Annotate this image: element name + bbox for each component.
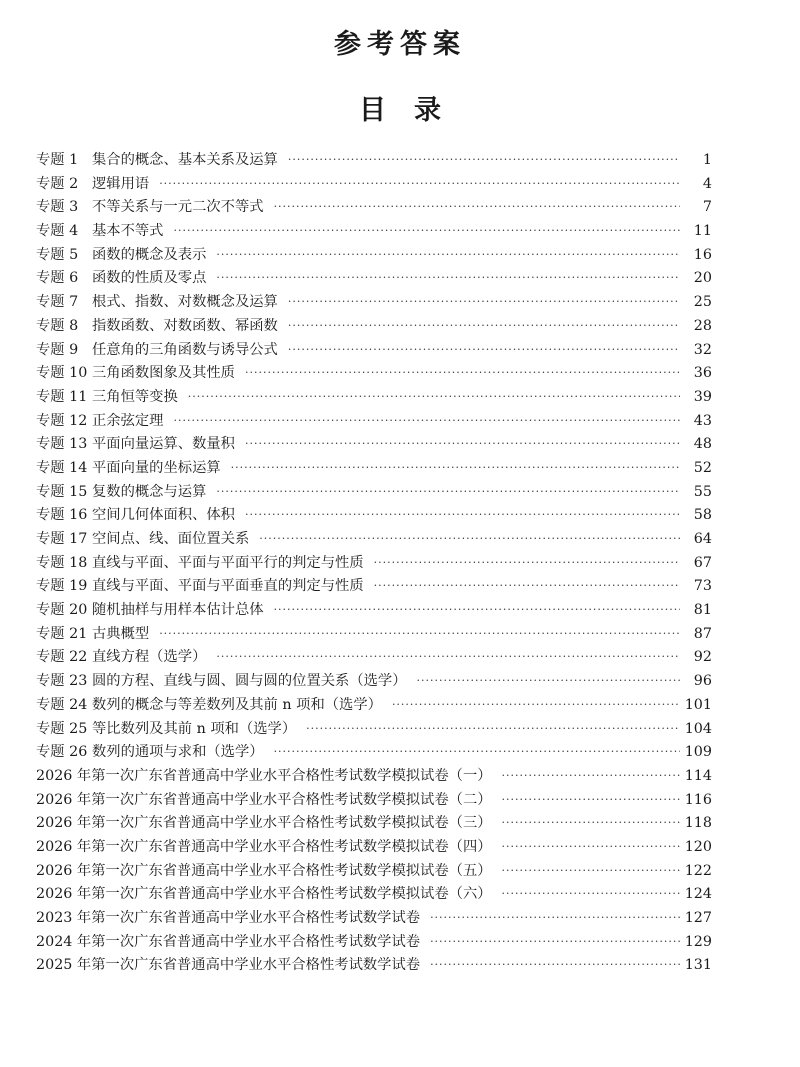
toc-entry-title: 数列的概念与等差数列及其前 n 项和（选学） bbox=[92, 696, 382, 713]
toc-leader-dots bbox=[502, 764, 680, 788]
toc-entry-page-number: 7 bbox=[702, 199, 712, 216]
toc-entry[interactable] bbox=[36, 504, 712, 528]
toc-entry[interactable] bbox=[36, 433, 712, 457]
toc-entry[interactable] bbox=[36, 812, 712, 836]
toc-entry-page-number: 104 bbox=[684, 720, 712, 737]
toc-entry[interactable] bbox=[36, 623, 712, 647]
toc-entry-label: 专题 25 bbox=[36, 720, 88, 737]
toc-entry-title: 直线方程（选学） bbox=[92, 649, 207, 666]
toc-entry-page-number: 58 bbox=[693, 507, 712, 524]
toc-entry-title: 圆的方程、直线与圆、圆与圆的位置关系（选学） bbox=[92, 673, 407, 690]
toc-entry-page-number: 39 bbox=[693, 388, 712, 405]
toc-entry[interactable] bbox=[36, 481, 712, 505]
toc-entry[interactable] bbox=[36, 339, 712, 363]
toc-entry[interactable] bbox=[36, 173, 712, 197]
toc-entry-title: 2026 年第一次广东省普通高中学业水平合格性考试数学模拟试卷（五） bbox=[36, 862, 492, 879]
toc-entry-page-number: 120 bbox=[684, 838, 712, 855]
toc-entry-title: 2026 年第一次广东省普通高中学业水平合格性考试数学模拟试卷（四） bbox=[36, 838, 492, 855]
toc-leader-dots bbox=[173, 409, 680, 433]
toc-entry-label: 专题 6 bbox=[36, 270, 79, 287]
toc-entry[interactable] bbox=[36, 765, 712, 789]
toc-leader-dots bbox=[216, 243, 680, 267]
toc-leader-dots bbox=[245, 361, 680, 385]
toc-entry-label: 专题 12 bbox=[36, 412, 88, 429]
toc-entry-title: 集合的概念、基本关系及运算 bbox=[92, 152, 278, 168]
toc-entry-label: 专题 7 bbox=[36, 294, 79, 311]
toc-entry[interactable] bbox=[36, 836, 712, 860]
toc-entry-title: 函数的性质及零点 bbox=[92, 270, 207, 287]
toc-entry-page-number: 122 bbox=[684, 862, 712, 879]
toc-entry-label: 专题 20 bbox=[36, 602, 88, 619]
toc-entry-label: 专题 22 bbox=[36, 649, 88, 666]
toc-entry[interactable] bbox=[36, 954, 712, 978]
toc-leader-dots bbox=[259, 527, 680, 551]
toc-leader-dots bbox=[274, 195, 680, 219]
toc-leader-dots bbox=[502, 882, 680, 906]
toc-entry[interactable] bbox=[36, 410, 712, 434]
toc-entry[interactable] bbox=[36, 694, 712, 718]
toc-entry-label: 专题 11 bbox=[36, 388, 88, 405]
toc-entry-title: 随机抽样与用样本估计总体 bbox=[92, 602, 264, 619]
toc-entry-title: 2025 年第一次广东省普通高中学业水平合格性考试数学试卷 bbox=[36, 957, 421, 974]
toc-entry-page-number: 64 bbox=[693, 531, 712, 547]
toc-entry-title: 平面向量的坐标运算 bbox=[92, 459, 221, 476]
toc-entry[interactable] bbox=[36, 931, 712, 955]
toc-entry-label: 专题 16 bbox=[36, 507, 88, 524]
toc-leader-dots bbox=[288, 314, 680, 338]
toc-entry[interactable] bbox=[36, 883, 712, 907]
toc-leader-dots bbox=[216, 266, 680, 290]
toc-entry[interactable] bbox=[36, 291, 712, 315]
toc-entry-title: 逻辑用语 bbox=[92, 175, 150, 192]
toc-leader-dots bbox=[188, 385, 680, 409]
toc-entry-title: 数列的通项与求和（选学） bbox=[92, 744, 264, 761]
toc-leader-dots bbox=[392, 693, 680, 717]
toc-entry-title: 平面向量运算、数量积 bbox=[92, 436, 235, 453]
toc-entry-title: 2023 年第一次广东省普通高中学业水平合格性考试数学试卷 bbox=[36, 910, 421, 926]
toc-entry-page-number: 67 bbox=[693, 554, 712, 571]
toc-entry[interactable] bbox=[36, 267, 712, 291]
toc-entry[interactable] bbox=[36, 575, 712, 599]
toc-entry-page-number: 16 bbox=[693, 246, 712, 263]
toc-entry-page-number: 52 bbox=[693, 459, 712, 476]
toc-entry-page-number: 118 bbox=[684, 815, 712, 832]
toc-entry-page-number: 36 bbox=[693, 365, 712, 382]
toc-entry[interactable] bbox=[36, 528, 712, 552]
toc-entry-label: 专题 26 bbox=[36, 744, 88, 761]
page-title: 参考答案 bbox=[334, 29, 466, 60]
toc-entry-page-number: 127 bbox=[684, 910, 712, 926]
toc-leader-dots bbox=[430, 906, 680, 930]
toc-leader-dots bbox=[274, 598, 680, 622]
toc-entry[interactable] bbox=[36, 741, 712, 765]
toc-entry[interactable] bbox=[36, 220, 712, 244]
toc-entry-page-number: 131 bbox=[684, 957, 712, 974]
toc-entry-title: 根式、指数、对数概念及运算 bbox=[92, 294, 278, 311]
toc-entry-title: 空间点、线、面位置关系 bbox=[92, 531, 250, 547]
toc-leader-dots bbox=[245, 432, 680, 456]
toc-entry-page-number: 73 bbox=[693, 578, 712, 595]
toc-entry-page-number: 114 bbox=[684, 767, 712, 784]
toc-entry-title: 2026 年第一次广东省普通高中学业水平合格性考试数学模拟试卷（一） bbox=[36, 767, 492, 784]
toc-entry-label: 专题 18 bbox=[36, 554, 88, 571]
toc-entry-title: 不等关系与一元二次不等式 bbox=[92, 199, 264, 216]
toc-entry-title: 复数的概念与运算 bbox=[92, 483, 207, 500]
toc-entry-page-number: 81 bbox=[693, 602, 712, 619]
toc-leader-dots bbox=[502, 811, 680, 835]
toc-entry-page-number: 25 bbox=[693, 294, 712, 311]
toc-entry-title: 函数的概念及表示 bbox=[92, 246, 207, 263]
toc-entry[interactable] bbox=[36, 599, 712, 623]
toc-entry-title: 三角恒等变换 bbox=[92, 388, 178, 405]
toc-entry-title: 直线与平面、平面与平面平行的判定与性质 bbox=[92, 554, 364, 571]
toc-leader-dots bbox=[374, 551, 680, 575]
toc-entry[interactable] bbox=[36, 386, 712, 410]
toc-entry-page-number: 124 bbox=[684, 886, 712, 903]
toc-leader-dots bbox=[288, 290, 680, 314]
toc-entry-label: 专题 9 bbox=[36, 341, 79, 358]
toc-entry[interactable] bbox=[36, 196, 712, 220]
toc-entry-label: 专题 21 bbox=[36, 625, 88, 642]
toc-entry[interactable] bbox=[36, 670, 712, 694]
toc-entry-title: 古典概型 bbox=[92, 625, 150, 642]
toc-leader-dots bbox=[502, 835, 680, 859]
toc-entry-page-number: 55 bbox=[693, 483, 712, 500]
toc-leader-dots bbox=[502, 859, 680, 883]
toc-entry-label: 专题 14 bbox=[36, 459, 88, 476]
toc-entry-label: 专题 15 bbox=[36, 483, 88, 500]
toc-entry-label: 专题 19 bbox=[36, 578, 88, 595]
toc-entry-page-number: 4 bbox=[702, 175, 712, 192]
toc-entry[interactable] bbox=[36, 362, 712, 386]
toc-entry[interactable] bbox=[36, 457, 712, 481]
toc-leader-dots bbox=[288, 338, 680, 362]
toc-entry[interactable] bbox=[36, 718, 712, 742]
toc-entry-title: 2024 年第一次广东省普通高中学业水平合格性考试数学试卷 bbox=[36, 933, 421, 950]
toc-leader-dots bbox=[502, 788, 680, 812]
toc-entry-page-number: 11 bbox=[693, 223, 712, 240]
toc-entry-page-number: 109 bbox=[684, 744, 712, 761]
toc-leader-dots bbox=[245, 503, 680, 527]
toc-entry-page-number: 28 bbox=[693, 317, 712, 334]
toc-leader-dots bbox=[231, 456, 680, 480]
toc-leader-dots bbox=[274, 740, 680, 764]
toc-leader-dots bbox=[430, 930, 680, 954]
toc-entry-title: 任意角的三角函数与诱导公式 bbox=[92, 341, 278, 358]
toc-leader-dots bbox=[374, 574, 680, 598]
toc-entry[interactable] bbox=[36, 789, 712, 813]
toc-leader-dots bbox=[216, 645, 680, 669]
toc-entry[interactable] bbox=[36, 646, 712, 670]
toc-entry-page-number: 129 bbox=[684, 933, 712, 950]
toc-entry-label: 专题 24 bbox=[36, 696, 88, 713]
toc-leader-dots bbox=[173, 219, 680, 243]
toc-entry[interactable] bbox=[36, 315, 712, 339]
toc-entry-page-number: 96 bbox=[693, 673, 712, 690]
toc-entry-label: 专题 3 bbox=[36, 199, 79, 216]
toc-entry-page-number: 116 bbox=[684, 791, 712, 808]
toc-entry-page-number: 87 bbox=[693, 625, 712, 642]
toc-leader-dots bbox=[216, 480, 680, 504]
table-of-contents bbox=[36, 149, 712, 978]
toc-leader-dots bbox=[159, 622, 680, 646]
toc-entry-page-number: 101 bbox=[684, 696, 712, 713]
toc-entry-label: 专题 4 bbox=[36, 223, 79, 240]
toc-entry-label: 专题 13 bbox=[36, 436, 88, 453]
toc-entry-title: 2026 年第一次广东省普通高中学业水平合格性考试数学模拟试卷（六） bbox=[36, 886, 492, 903]
toc-entry-page-number: 92 bbox=[693, 649, 712, 666]
toc-entry-page-number: 20 bbox=[693, 270, 712, 287]
toc-entry[interactable] bbox=[36, 244, 712, 268]
toc-entry[interactable] bbox=[36, 149, 712, 173]
toc-leader-dots bbox=[159, 172, 680, 196]
toc-leader-dots bbox=[417, 669, 680, 693]
toc-entry[interactable] bbox=[36, 907, 712, 931]
toc-leader-dots bbox=[306, 717, 680, 741]
toc-entry-label: 专题 10 bbox=[36, 365, 88, 382]
toc-entry-page-number: 32 bbox=[693, 341, 712, 358]
toc-entry-title: 指数函数、对数函数、幂函数 bbox=[92, 317, 278, 334]
toc-entry-page-number: 43 bbox=[693, 412, 712, 429]
toc-entry-label: 专题 23 bbox=[36, 673, 88, 690]
toc-entry[interactable] bbox=[36, 552, 712, 576]
toc-leader-dots bbox=[430, 953, 680, 977]
toc-entry-label: 专题 1 bbox=[36, 152, 79, 168]
toc-entry-label: 专题 17 bbox=[36, 531, 88, 547]
toc-entry-label: 专题 5 bbox=[36, 246, 79, 263]
toc-heading: 目录 bbox=[359, 95, 469, 126]
toc-entry-title: 2026 年第一次广东省普通高中学业水平合格性考试数学模拟试卷（三） bbox=[36, 815, 492, 832]
toc-entry-title: 2026 年第一次广东省普通高中学业水平合格性考试数学模拟试卷（二） bbox=[36, 791, 492, 808]
toc-entry-page-number: 48 bbox=[693, 436, 712, 453]
toc-leader-dots bbox=[288, 148, 680, 172]
toc-entry-title: 空间几何体面积、体积 bbox=[92, 507, 235, 524]
toc-entry-label: 专题 2 bbox=[36, 175, 79, 192]
toc-entry-label: 专题 8 bbox=[36, 317, 79, 334]
toc-entry-title: 三角函数图象及其性质 bbox=[92, 365, 235, 382]
toc-entry-title: 基本不等式 bbox=[92, 223, 164, 240]
toc-entry-title: 直线与平面、平面与平面垂直的判定与性质 bbox=[92, 578, 364, 595]
toc-entry-page-number: 1 bbox=[702, 152, 712, 168]
toc-entry-title: 正余弦定理 bbox=[92, 412, 164, 429]
toc-entry-title: 等比数列及其前 n 项和（选学） bbox=[92, 720, 297, 737]
toc-entry[interactable] bbox=[36, 860, 712, 884]
